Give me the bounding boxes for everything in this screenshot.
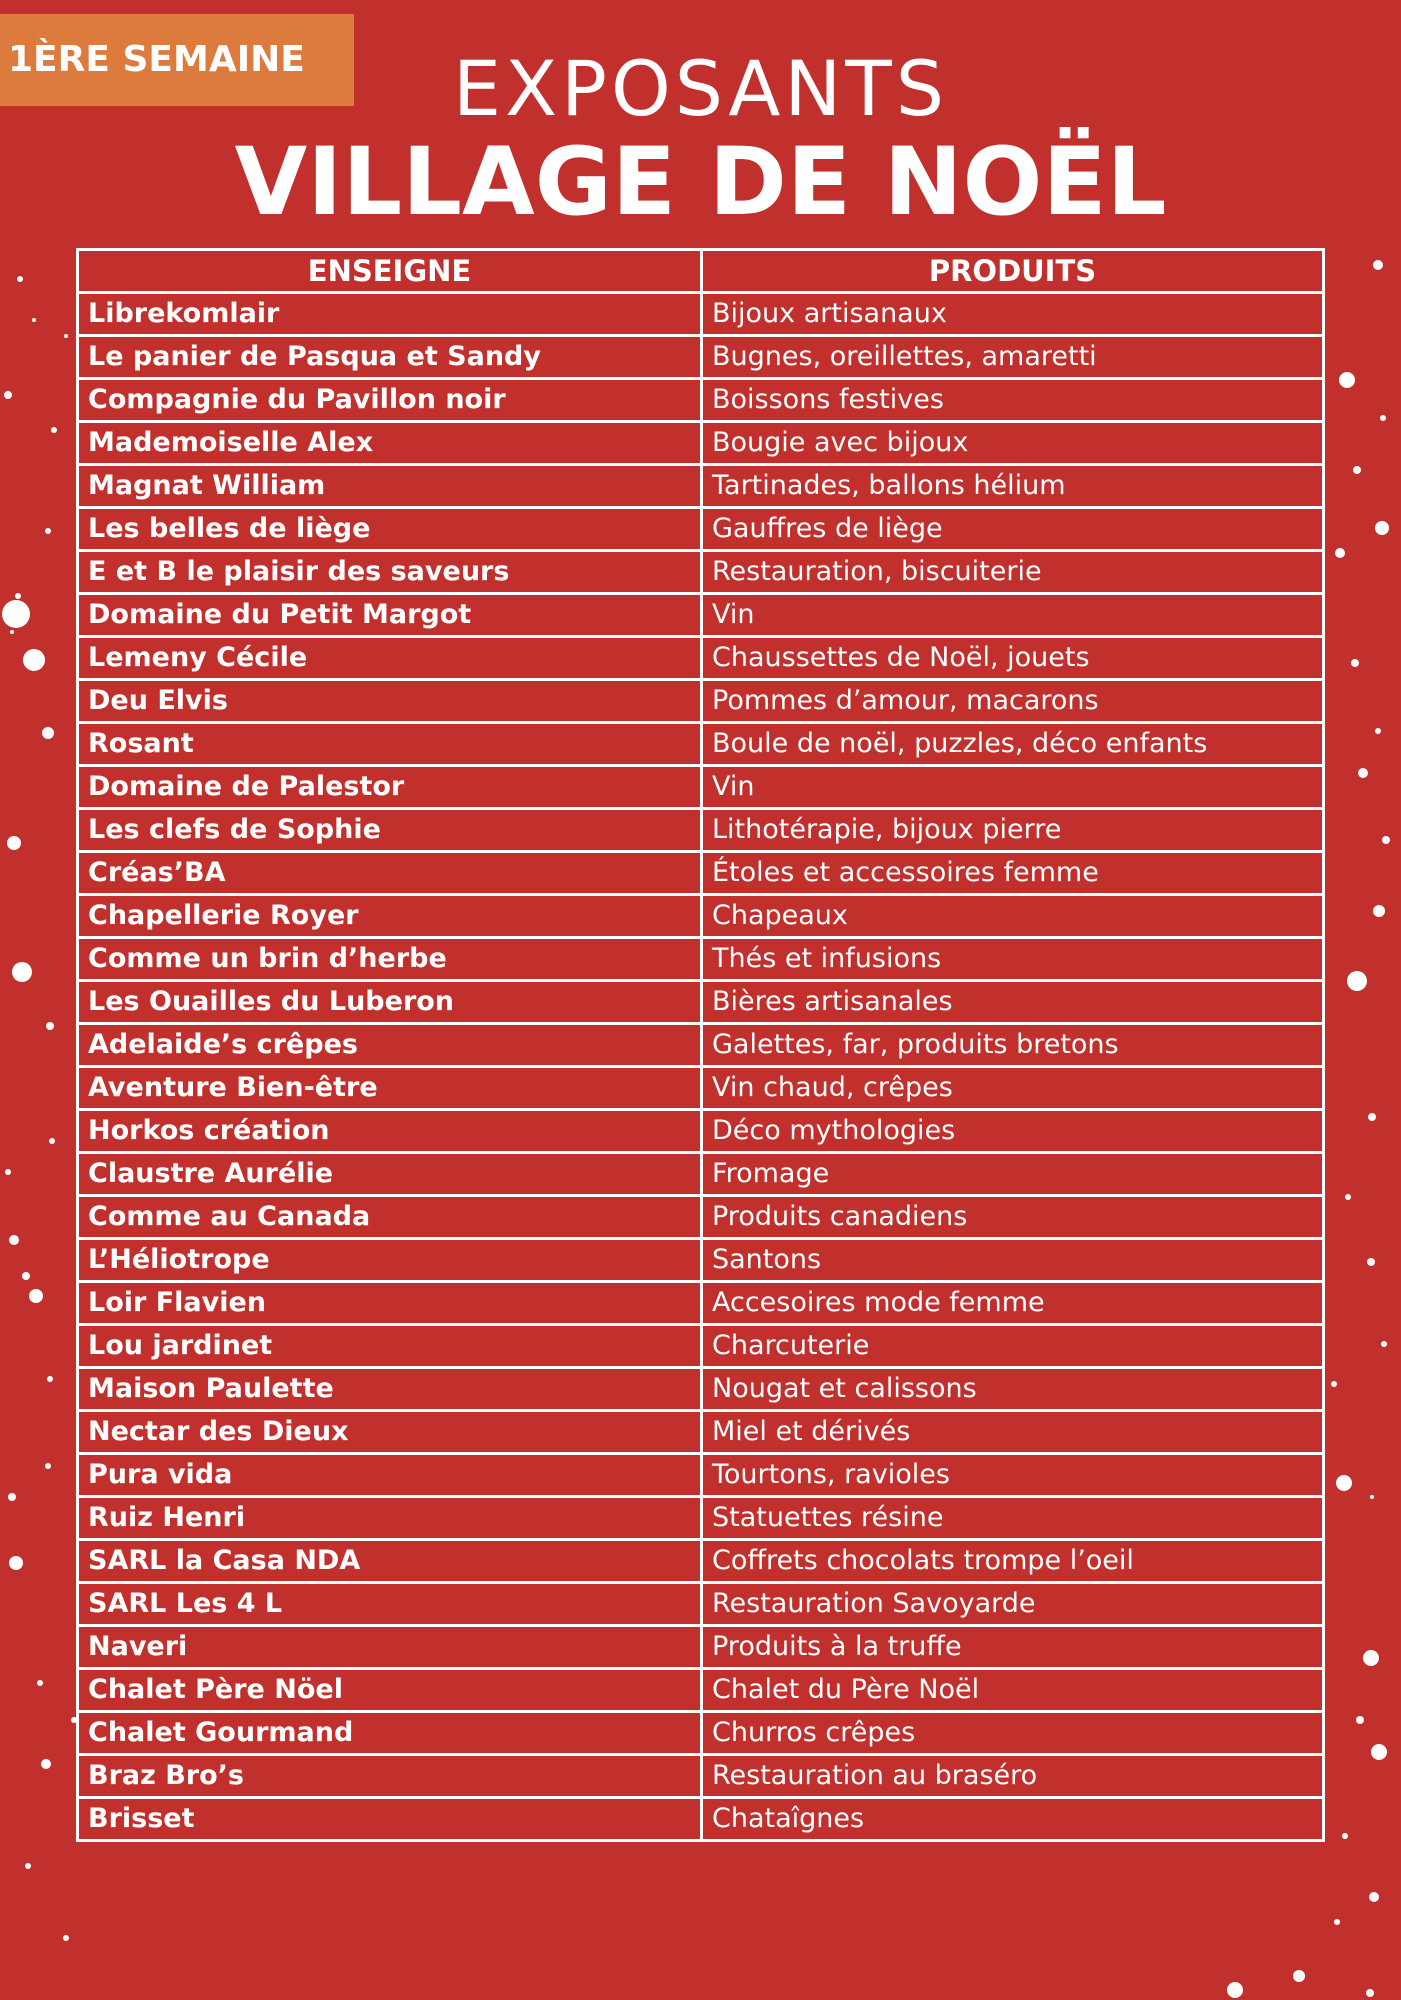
exhibitor-products: Tourtons, ravioles bbox=[702, 1454, 1324, 1497]
exhibitor-name: Mademoiselle Alex bbox=[78, 422, 702, 465]
exhibitor-products: Boule de noël, puzzles, déco enfants bbox=[702, 723, 1324, 766]
exhibitor-name: Loir Flavien bbox=[78, 1282, 702, 1325]
exhibitor-products: Déco mythologies bbox=[702, 1110, 1324, 1153]
table-row bbox=[78, 1411, 1324, 1454]
exhibitor-products: Bugnes, oreillettes, amaretti bbox=[702, 336, 1324, 379]
exhibitor-name: SARL Les 4 L bbox=[78, 1583, 702, 1626]
exhibitor-name: Adelaide’s crêpes bbox=[78, 1024, 702, 1067]
exhibitors-table bbox=[76, 248, 1325, 1842]
exhibitor-products: Boissons festives bbox=[702, 379, 1324, 422]
exhibitor-name: Claustre Aurélie bbox=[78, 1153, 702, 1196]
column-header-produits: PRODUITS bbox=[702, 250, 1324, 293]
exhibitor-products: Bières artisanales bbox=[702, 981, 1324, 1024]
table-row bbox=[78, 1196, 1324, 1239]
table-row bbox=[78, 293, 1324, 336]
exhibitor-name: Chalet Gourmand bbox=[78, 1712, 702, 1755]
table-row bbox=[78, 1325, 1324, 1368]
table-row bbox=[78, 1153, 1324, 1196]
exhibitor-products: Tartinades, ballons hélium bbox=[702, 465, 1324, 508]
exhibitor-products: Produits canadiens bbox=[702, 1196, 1324, 1239]
exhibitor-products: Bijoux artisanaux bbox=[702, 293, 1324, 336]
exhibitor-name: Horkos création bbox=[78, 1110, 702, 1153]
table-row bbox=[78, 766, 1324, 809]
table-header-row bbox=[78, 250, 1324, 293]
exhibitor-products: Chaussettes de Noël, jouets bbox=[702, 637, 1324, 680]
exhibitor-products: Statuettes résine bbox=[702, 1497, 1324, 1540]
table-row bbox=[78, 1626, 1324, 1669]
exhibitor-products: Produits à la truffe bbox=[702, 1626, 1324, 1669]
exhibitor-name: Comme au Canada bbox=[78, 1196, 702, 1239]
table-row bbox=[78, 1497, 1324, 1540]
exhibitor-name: Rosant bbox=[78, 723, 702, 766]
table-row bbox=[78, 336, 1324, 379]
column-header-enseigne: ENSEIGNE bbox=[78, 250, 702, 293]
exhibitor-name: Brisset bbox=[78, 1798, 702, 1841]
exhibitor-name: Les clefs de Sophie bbox=[78, 809, 702, 852]
exhibitor-products: Miel et dérivés bbox=[702, 1411, 1324, 1454]
exhibitor-name: Maison Paulette bbox=[78, 1368, 702, 1411]
exhibitor-products: Chalet du Père Noël bbox=[702, 1669, 1324, 1712]
exhibitor-name: SARL la Casa NDA bbox=[78, 1540, 702, 1583]
table-row bbox=[78, 1110, 1324, 1153]
table-row bbox=[78, 379, 1324, 422]
table-row bbox=[78, 1454, 1324, 1497]
table-row bbox=[78, 465, 1324, 508]
table-row bbox=[78, 1755, 1324, 1798]
table-row bbox=[78, 938, 1324, 981]
table-row bbox=[78, 1669, 1324, 1712]
table-row bbox=[78, 1540, 1324, 1583]
exhibitor-name: Magnat William bbox=[78, 465, 702, 508]
exhibitor-name: Naveri bbox=[78, 1626, 702, 1669]
exhibitor-name: Chalet Père Nöel bbox=[78, 1669, 702, 1712]
exhibitor-products: Fromage bbox=[702, 1153, 1324, 1196]
exhibitor-products: Étoles et accessoires femme bbox=[702, 852, 1324, 895]
exhibitor-name: Lou jardinet bbox=[78, 1325, 702, 1368]
exhibitor-products: Chapeaux bbox=[702, 895, 1324, 938]
table-row bbox=[78, 1583, 1324, 1626]
exhibitor-products: Accesoires mode femme bbox=[702, 1282, 1324, 1325]
table-row bbox=[78, 594, 1324, 637]
exhibitor-products: Gauffres de liège bbox=[702, 508, 1324, 551]
exhibitor-products: Galettes, far, produits bretons bbox=[702, 1024, 1324, 1067]
exhibitor-name: Domaine de Palestor bbox=[78, 766, 702, 809]
exhibitor-products: Chataîgnes bbox=[702, 1798, 1324, 1841]
exhibitor-name: Nectar des Dieux bbox=[78, 1411, 702, 1454]
table-row bbox=[78, 1239, 1324, 1282]
exhibitor-name: Deu Elvis bbox=[78, 680, 702, 723]
exhibitor-name: Lemeny Cécile bbox=[78, 637, 702, 680]
table-row bbox=[78, 1024, 1324, 1067]
exhibitor-name: Chapellerie Royer bbox=[78, 895, 702, 938]
exhibitor-products: Thés et infusions bbox=[702, 938, 1324, 981]
table-row bbox=[78, 422, 1324, 465]
table-row bbox=[78, 1368, 1324, 1411]
page-title-exposants: EXPOSANTS bbox=[453, 44, 948, 133]
exhibitor-name: Braz Bro’s bbox=[78, 1755, 702, 1798]
exhibitor-name: Créas’BA bbox=[78, 852, 702, 895]
exhibitor-products: Bougie avec bijoux bbox=[702, 422, 1324, 465]
table-row bbox=[78, 680, 1324, 723]
table-row bbox=[78, 809, 1324, 852]
exhibitor-products: Restauration Savoyarde bbox=[702, 1583, 1324, 1626]
table-row bbox=[78, 1712, 1324, 1755]
exhibitor-products: Coffrets chocolats trompe l’oeil bbox=[702, 1540, 1324, 1583]
exhibitor-name: Librekomlair bbox=[78, 293, 702, 336]
exhibitors-table-container bbox=[76, 248, 1322, 1842]
table-row bbox=[78, 1282, 1324, 1325]
exhibitor-products: Restauration au braséro bbox=[702, 1755, 1324, 1798]
table-row bbox=[78, 551, 1324, 594]
page-title-village: VILLAGE DE NOËL bbox=[234, 128, 1167, 237]
exhibitor-products: Restauration, biscuiterie bbox=[702, 551, 1324, 594]
table-row bbox=[78, 637, 1324, 680]
table-row bbox=[78, 981, 1324, 1024]
exhibitor-products: Vin chaud, crêpes bbox=[702, 1067, 1324, 1110]
exhibitor-name: Pura vida bbox=[78, 1454, 702, 1497]
exhibitor-name: Domaine du Petit Margot bbox=[78, 594, 702, 637]
exhibitor-name: Compagnie du Pavillon noir bbox=[78, 379, 702, 422]
table-row bbox=[78, 1067, 1324, 1110]
exhibitor-name: L’Héliotrope bbox=[78, 1239, 702, 1282]
exhibitor-products: Pommes d’amour, macarons bbox=[702, 680, 1324, 723]
exhibitor-products: Vin bbox=[702, 594, 1324, 637]
exhibitor-products: Charcuterie bbox=[702, 1325, 1324, 1368]
table-row bbox=[78, 508, 1324, 551]
exhibitor-name: Les Ouailles du Luberon bbox=[78, 981, 702, 1024]
table-row bbox=[78, 723, 1324, 766]
exhibitor-name: Comme un brin d’herbe bbox=[78, 938, 702, 981]
exhibitor-name: E et B le plaisir des saveurs bbox=[78, 551, 702, 594]
exhibitor-name: Le panier de Pasqua et Sandy bbox=[78, 336, 702, 379]
exhibitor-products: Santons bbox=[702, 1239, 1324, 1282]
exhibitor-products: Churros crêpes bbox=[702, 1712, 1324, 1755]
table-row bbox=[78, 852, 1324, 895]
exhibitor-name: Aventure Bien-être bbox=[78, 1067, 702, 1110]
exhibitor-name: Ruiz Henri bbox=[78, 1497, 702, 1540]
week-badge: 1ÈRE SEMAINE bbox=[0, 14, 354, 106]
exhibitor-name: Les belles de liège bbox=[78, 508, 702, 551]
table-row bbox=[78, 895, 1324, 938]
exhibitor-products: Nougat et calissons bbox=[702, 1368, 1324, 1411]
exhibitor-products: Lithotérapie, bijoux pierre bbox=[702, 809, 1324, 852]
table-row bbox=[78, 1798, 1324, 1841]
exhibitor-products: Vin bbox=[702, 766, 1324, 809]
